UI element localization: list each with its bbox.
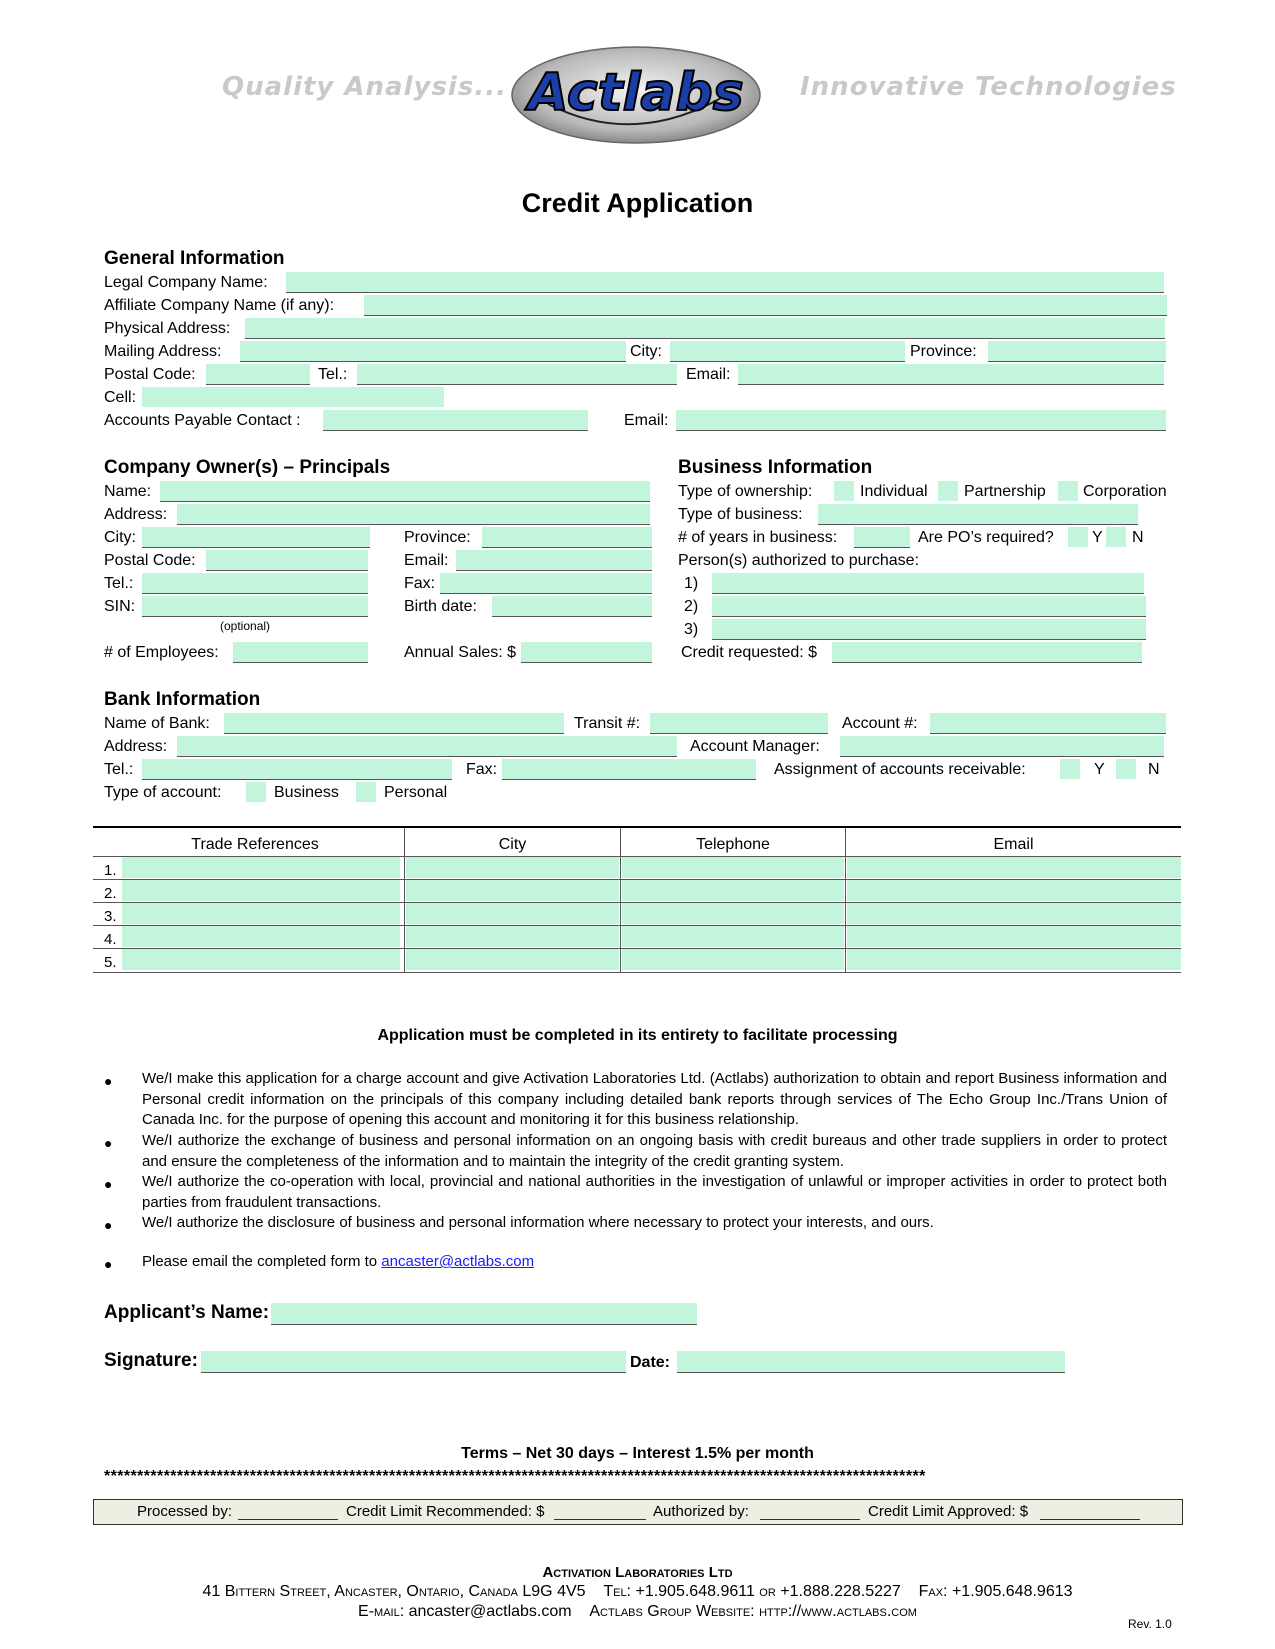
manager-label: Account Manager: xyxy=(690,738,820,755)
trade-tel-4[interactable] xyxy=(622,926,844,947)
assignment-no-checkbox[interactable] xyxy=(1116,759,1136,779)
owner-birth-label: Birth date: xyxy=(404,598,477,615)
bullet-icon: ● xyxy=(104,1073,113,1089)
business-heading: Business Information xyxy=(678,457,873,478)
annual-sales-field[interactable] xyxy=(521,642,652,663)
trade-city-5[interactable] xyxy=(406,949,619,970)
credit-requested-field[interactable] xyxy=(832,642,1142,663)
row-rule xyxy=(93,972,1181,973)
person2-label: 2) xyxy=(684,598,699,615)
affiliate-name-label: Affiliate Company Name (if any): xyxy=(104,297,335,314)
recommended-label: Credit Limit Recommended: $ xyxy=(346,1503,545,1520)
assignment-yes-label: Y xyxy=(1094,761,1105,778)
trade-city-4[interactable] xyxy=(406,926,619,947)
owner-birth-field[interactable] xyxy=(492,596,652,617)
manager-field[interactable] xyxy=(840,736,1164,757)
annual-sales-label: Annual Sales: $ xyxy=(404,644,517,661)
logo-text: Actlabs xyxy=(528,63,744,123)
applicant-name-label: Applicant’s Name: xyxy=(104,1302,270,1323)
row-number: 4. xyxy=(104,931,117,948)
mailing-address-label: Mailing Address: xyxy=(104,343,222,360)
bank-name-field[interactable] xyxy=(224,713,564,734)
years-label: # of years in business: xyxy=(678,529,838,546)
trade-ref-5[interactable] xyxy=(122,949,400,970)
legal-name-field[interactable] xyxy=(286,272,1164,293)
transit-label: Transit #: xyxy=(574,715,641,732)
cell-label: Cell: xyxy=(104,389,137,406)
trade-tel-2[interactable] xyxy=(622,880,844,901)
applicant-name-field[interactable] xyxy=(271,1303,697,1325)
corporation-checkbox[interactable] xyxy=(1058,481,1078,501)
owner-sin-field[interactable] xyxy=(142,596,368,617)
actlabs-logo xyxy=(508,44,764,146)
footer-address-line xyxy=(0,1583,1275,1601)
partnership-label: Partnership xyxy=(964,483,1046,500)
bank-heading: Bank Information xyxy=(104,689,261,710)
cell-field[interactable] xyxy=(142,387,444,407)
owner-sin-label: SIN: xyxy=(104,598,136,615)
ap-email-field[interactable] xyxy=(676,410,1166,431)
email-note xyxy=(142,1252,1167,1273)
optional-note: (optional) xyxy=(220,619,271,633)
tagline-left: Quality Analysis... xyxy=(222,72,507,102)
footer-company xyxy=(0,1564,1275,1581)
owner-postal-field[interactable] xyxy=(206,550,368,571)
trade-ref-2[interactable] xyxy=(122,880,400,901)
bank-tel-field[interactable] xyxy=(142,759,452,780)
personal-account-checkbox[interactable] xyxy=(356,782,376,802)
individual-checkbox[interactable] xyxy=(834,481,854,501)
owner-tel-label: Tel.: xyxy=(104,575,134,592)
authorized-label: Person(s) authorized to purchase: xyxy=(678,552,920,569)
footer-web[interactable]: http://www.actlabs.com xyxy=(759,1603,917,1620)
signature-label: Signature: xyxy=(104,1350,198,1371)
authorization-paragraph-2: We/I authorize the exchange of business and personal information on an ongoing basis with credit bureaus and other trade suppliers in order to protect and ensure the completeness of the information and to maintain the integrity of the credit granting system. xyxy=(142,1132,1167,1170)
owner-email-field[interactable] xyxy=(456,550,652,571)
owner-fax-field[interactable] xyxy=(440,573,652,594)
trade-city-2[interactable] xyxy=(406,880,619,901)
ap-contact-label: Accounts Payable Contact : xyxy=(104,412,301,429)
trade-city-3[interactable] xyxy=(406,903,619,924)
mailing-province-label: Province: xyxy=(910,343,977,360)
owner-province-field[interactable] xyxy=(482,527,652,548)
account-field[interactable] xyxy=(930,713,1166,734)
business-account-checkbox[interactable] xyxy=(246,782,266,802)
legal-name-label: Legal Company Name: xyxy=(104,274,268,291)
authorization-paragraph-1: We/I make this application for a charge account and give Activation Laboratories Ltd. (Actlabs) authorization to obtain and report Business information and Personal credit information on the principals of this company including detailed bank reports through services of The Echo Group Inc./Trans Union of Canada Inc. for the purpose of opening this account and monitoring it for this business relationship. xyxy=(142,1070,1167,1128)
tagline-right: Innovative Technologies xyxy=(800,72,1177,102)
owner-tel-field[interactable] xyxy=(142,573,368,594)
po-yes-label: Y xyxy=(1092,529,1103,546)
general-heading: General Information xyxy=(104,248,285,269)
owner-email-label: Email: xyxy=(404,552,449,569)
individual-label: Individual xyxy=(860,483,928,500)
employees-field[interactable] xyxy=(233,642,368,663)
assignment-label: Assignment of accounts receivable: xyxy=(774,761,1026,778)
trade-tel-1[interactable] xyxy=(622,857,844,878)
trade-email-2[interactable] xyxy=(847,880,1181,901)
row-number: 5. xyxy=(104,954,117,971)
processed-label: Processed by: xyxy=(137,1503,233,1520)
row-number: 2. xyxy=(104,885,117,902)
th-email: Email xyxy=(993,836,1034,853)
owner-address-field[interactable] xyxy=(177,504,650,525)
person3-label: 3) xyxy=(684,621,699,638)
email-label: Email: xyxy=(686,366,731,383)
person1-label: 1) xyxy=(684,575,699,592)
recommended-line[interactable] xyxy=(554,1519,646,1520)
owner-name-label: Name: xyxy=(104,483,152,500)
bank-name-label: Name of Bank: xyxy=(104,715,210,732)
tel-label: Tel.: xyxy=(318,366,348,383)
footer-email-label: E-mail: xyxy=(358,1603,405,1620)
credit-requested-label: Credit requested: $ xyxy=(681,644,818,661)
person1-field[interactable] xyxy=(712,573,1144,594)
bank-tel-label: Tel.: xyxy=(104,761,134,778)
trade-tel-3[interactable] xyxy=(622,903,844,924)
bullet-icon: ● xyxy=(104,1135,113,1151)
approved-label: Credit Limit Approved: $ xyxy=(868,1503,1029,1520)
owner-city-label: City: xyxy=(104,529,136,546)
footer-email[interactable]: ancaster@actlabs.com xyxy=(408,1603,572,1620)
corporation-label: Corporation xyxy=(1083,483,1167,500)
signature-field[interactable] xyxy=(201,1351,626,1373)
trade-email-4[interactable] xyxy=(847,926,1181,947)
po-yes-checkbox[interactable] xyxy=(1068,527,1088,547)
row-number: 1. xyxy=(104,862,117,879)
transit-field[interactable] xyxy=(650,713,828,734)
business-account-label: Business xyxy=(274,784,339,801)
owner-province-label: Province: xyxy=(404,529,471,546)
footer-web-label: Actlabs Group Website: xyxy=(589,1603,755,1620)
stars-divider: **************************************************************************************************************************** xyxy=(104,1468,926,1485)
po-no-checkbox[interactable] xyxy=(1106,527,1126,547)
physical-address-label: Physical Address: xyxy=(104,320,231,337)
mailing-address-field[interactable] xyxy=(240,341,626,362)
trade-ref-3[interactable] xyxy=(122,903,400,924)
date-field[interactable] xyxy=(677,1351,1065,1373)
mailing-city-label: City: xyxy=(630,343,662,360)
business-type-field[interactable] xyxy=(818,504,1138,525)
owner-fax-label: Fax: xyxy=(404,575,436,592)
physical-address-field[interactable] xyxy=(245,318,1165,339)
employees-label: # of Employees: xyxy=(104,644,219,661)
footer-or: or xyxy=(759,1583,776,1600)
ap-email-label: Email: xyxy=(624,412,669,429)
footer-address: 41 Bittern Street, Ancaster, Ontario, Canada L9G 4V5 xyxy=(202,1583,586,1600)
th-trade-references: Trade References xyxy=(191,836,319,853)
po-no-label: N xyxy=(1132,529,1144,546)
authorization-paragraph-3: We/I authorize the co-operation with local, provincial and national authorities in the investigation of unlawful or improper activities in order to protect both parties from fraudulent transactions. xyxy=(142,1173,1167,1211)
email-field[interactable] xyxy=(738,364,1164,385)
processed-line[interactable] xyxy=(238,1519,338,1520)
footer-fax-label: Fax: xyxy=(918,1583,948,1600)
footer-tel2: +1.888.228.5227 xyxy=(780,1583,901,1600)
trade-ref-1[interactable] xyxy=(122,857,400,878)
ap-contact-field[interactable] xyxy=(323,410,588,431)
trade-email-3[interactable] xyxy=(847,903,1181,924)
trade-tel-5[interactable] xyxy=(622,949,844,970)
bank-address-label: Address: xyxy=(104,738,168,755)
mailing-city-field[interactable] xyxy=(670,341,905,362)
personal-account-label: Personal xyxy=(384,784,448,801)
owners-heading: Company Owner(s) – Principals xyxy=(104,457,391,478)
owner-name-field[interactable] xyxy=(160,481,650,502)
bullet-icon: ● xyxy=(104,1176,113,1192)
row-number: 3. xyxy=(104,908,117,925)
bank-address-field[interactable] xyxy=(177,736,677,757)
tel-field[interactable] xyxy=(357,364,677,385)
bullet-icon: ● xyxy=(104,1256,113,1272)
table-top-rule xyxy=(93,826,1181,828)
business-type-label: Type of business: xyxy=(678,506,803,523)
th-city: City xyxy=(498,836,527,853)
footer-company-name: Activation Laboratories Ltd xyxy=(542,1564,733,1581)
affiliate-name-field[interactable] xyxy=(364,295,1167,316)
completion-notice: Application must be completed in its entirety to facilitate processing xyxy=(377,1027,898,1044)
footer-tel: +1.905.648.9611 xyxy=(635,1583,755,1600)
authorized-line[interactable] xyxy=(760,1519,860,1520)
revision: Rev. 1.0 xyxy=(1128,1617,1172,1631)
ownership-label: Type of ownership: xyxy=(678,483,813,500)
account-type-label: Type of account: xyxy=(104,784,222,801)
page-title: Credit Application xyxy=(521,188,754,218)
partnership-checkbox[interactable] xyxy=(938,481,958,501)
date-label: Date: xyxy=(630,1354,671,1371)
account-label: Account #: xyxy=(842,715,918,732)
owner-postal-label: Postal Code: xyxy=(104,552,196,569)
postal-code-label: Postal Code: xyxy=(104,366,196,383)
bank-fax-field[interactable] xyxy=(502,759,756,780)
th-telephone: Telephone xyxy=(696,836,770,853)
trade-ref-4[interactable] xyxy=(122,926,400,947)
trade-email-1[interactable] xyxy=(847,857,1181,878)
owner-address-label: Address: xyxy=(104,506,168,523)
email-link[interactable]: ancaster@actlabs.com xyxy=(381,1253,535,1270)
footer-fax: +1.905.648.9613 xyxy=(951,1583,1073,1600)
bullet-icon: ● xyxy=(104,1217,113,1233)
po-label: Are PO’s required? xyxy=(918,529,1054,546)
trade-email-5[interactable] xyxy=(847,949,1181,970)
postal-code-field[interactable] xyxy=(206,364,310,385)
approved-line[interactable] xyxy=(1040,1519,1140,1520)
assignment-no-label: N xyxy=(1148,761,1160,778)
authorization-paragraph-4: We/I authorize the disclosure of business and personal information where necessary to protect your interests, and ours. xyxy=(142,1214,934,1231)
assignment-yes-checkbox[interactable] xyxy=(1060,759,1080,779)
trade-city-1[interactable] xyxy=(406,857,619,878)
footer-tel-label: Tel: xyxy=(603,1583,632,1600)
mailing-province-field[interactable] xyxy=(988,341,1166,362)
bank-fax-label: Fax: xyxy=(466,761,498,778)
authorized-by-label: Authorized by: xyxy=(653,1503,749,1520)
owner-city-field[interactable] xyxy=(142,527,370,548)
person2-field[interactable] xyxy=(712,596,1146,617)
terms: Terms – Net 30 days – Interest 1.5% per month xyxy=(461,1445,814,1462)
email-note-text: Please email the completed form to xyxy=(142,1253,378,1270)
years-field[interactable] xyxy=(854,527,910,548)
person3-field[interactable] xyxy=(712,619,1146,640)
footer-contact-line xyxy=(0,1603,1275,1621)
